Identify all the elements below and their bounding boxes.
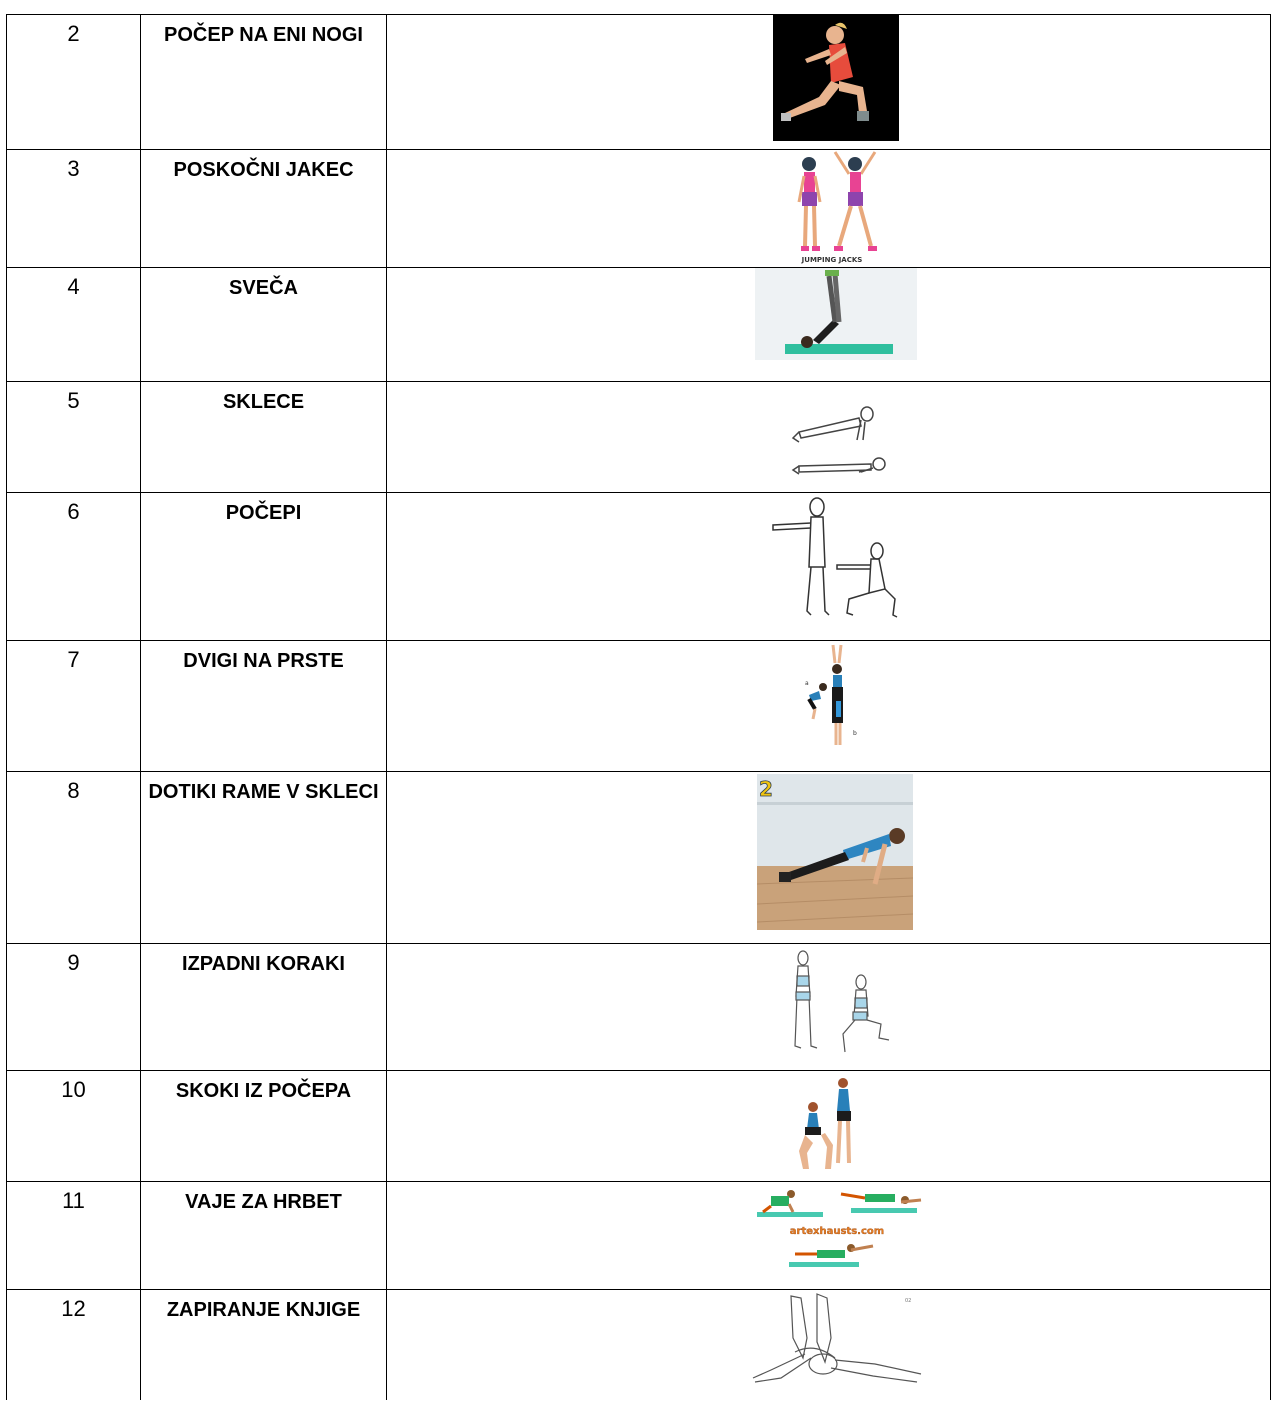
exercise-name: SKOKI IZ POČEPA bbox=[141, 1071, 387, 1182]
exercise-image-cell bbox=[387, 493, 1271, 641]
exercise-name: DOTIKI RAME V SKLECI bbox=[141, 772, 387, 944]
candle-pose-image bbox=[755, 268, 917, 360]
exercise-number: 12 bbox=[7, 1290, 141, 1400]
table-row bbox=[7, 944, 1271, 1071]
exercise-name: VAJE ZA HRBET bbox=[141, 1182, 387, 1290]
exercise-number: 10 bbox=[7, 1071, 141, 1182]
exercise-image-cell bbox=[387, 268, 1271, 382]
step-label-a: a bbox=[805, 680, 809, 687]
exercise-image-cell bbox=[387, 382, 1271, 493]
table-row bbox=[7, 15, 1271, 150]
one-leg-squat-image bbox=[773, 15, 899, 141]
table-row bbox=[7, 1290, 1271, 1400]
exercise-image-cell bbox=[387, 1182, 1271, 1290]
watermark-text: artexhausts.com bbox=[789, 1226, 885, 1237]
exercise-image-cell bbox=[387, 641, 1271, 772]
exercise-name: IZPADNI KORAKI bbox=[141, 944, 387, 1071]
table-row bbox=[7, 268, 1271, 382]
squat-image bbox=[767, 495, 917, 635]
table-row bbox=[7, 150, 1271, 268]
step-label-b: b bbox=[853, 730, 857, 737]
badge-number: 2 bbox=[759, 777, 773, 801]
exercise-number: 6 bbox=[7, 493, 141, 641]
exercise-number: 2 bbox=[7, 15, 141, 150]
exercise-name: DVIGI NA PRSTE bbox=[141, 641, 387, 772]
exercise-number: 9 bbox=[7, 944, 141, 1071]
image-caption: JUMPING JACKS bbox=[801, 256, 863, 264]
exercise-name: POČEPI bbox=[141, 493, 387, 641]
calf-raise-image bbox=[787, 643, 867, 761]
squat-jump-image bbox=[791, 1071, 871, 1179]
table-row bbox=[7, 493, 1271, 641]
exercise-image-cell bbox=[387, 772, 1271, 944]
exercise-number: 3 bbox=[7, 150, 141, 268]
corner-number: 02 bbox=[905, 1298, 912, 1304]
exercise-name: SVEČA bbox=[141, 268, 387, 382]
book-closing-image bbox=[751, 1292, 927, 1388]
exercise-name: POČEP NA ENI NOGI bbox=[141, 15, 387, 150]
table-row bbox=[7, 1182, 1271, 1290]
shoulder-tap-image bbox=[757, 774, 913, 930]
table-row bbox=[7, 382, 1271, 493]
exercise-name: POSKOČNI JAKEC bbox=[141, 150, 387, 268]
exercise-number: 8 bbox=[7, 772, 141, 944]
exercise-number: 7 bbox=[7, 641, 141, 772]
exercise-image-cell bbox=[387, 1071, 1271, 1182]
exercise-image-cell bbox=[387, 1290, 1271, 1400]
lunge-image bbox=[781, 946, 891, 1056]
exercise-name: SKLECE bbox=[141, 382, 387, 493]
jumping-jacks-image bbox=[777, 150, 887, 266]
table-row bbox=[7, 641, 1271, 772]
exercise-number: 11 bbox=[7, 1182, 141, 1290]
exercise-name: ZAPIRANJE KNJIGE bbox=[141, 1290, 387, 1400]
exercise-image-cell bbox=[387, 944, 1271, 1071]
table-row bbox=[7, 1071, 1271, 1182]
exercise-number: 4 bbox=[7, 268, 141, 382]
exercise-image-cell bbox=[387, 15, 1271, 150]
exercise-table bbox=[6, 14, 1271, 1400]
exercise-image-cell bbox=[387, 150, 1271, 268]
back-exercise-image bbox=[755, 1182, 925, 1278]
exercise-number: 5 bbox=[7, 382, 141, 493]
push-up-image bbox=[767, 384, 897, 484]
table-row bbox=[7, 772, 1271, 944]
